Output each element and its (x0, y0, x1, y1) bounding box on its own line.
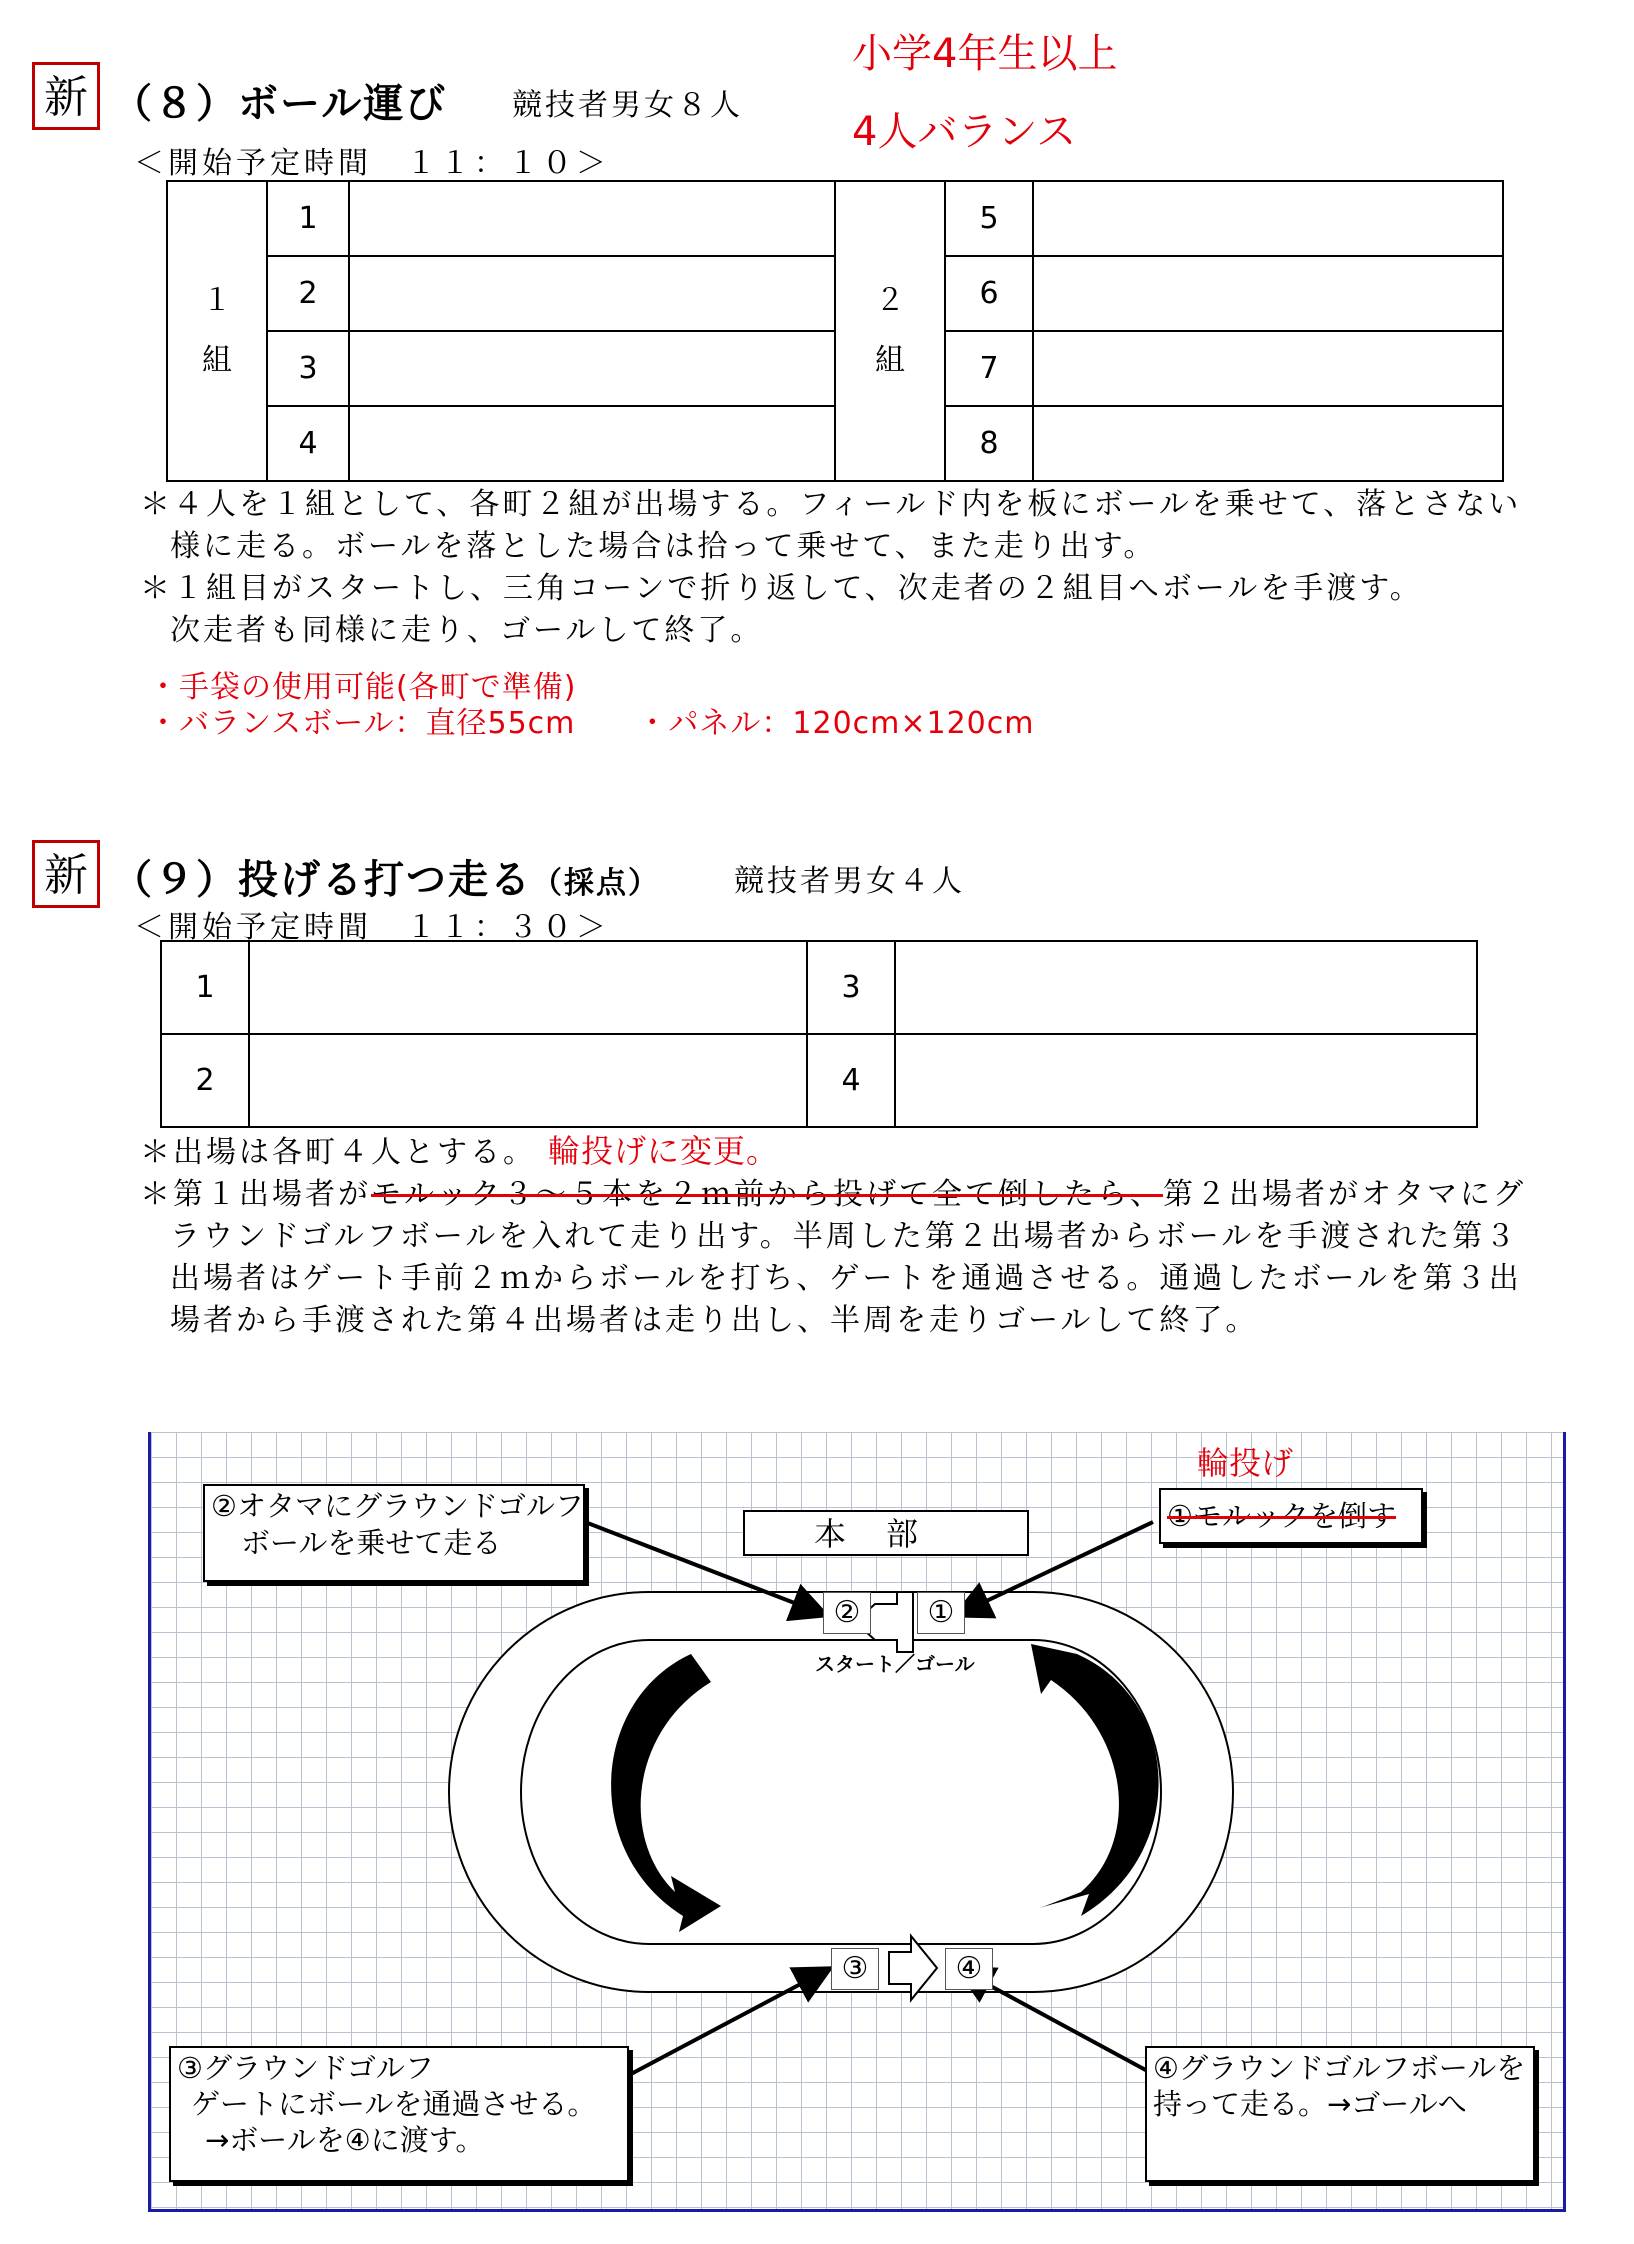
gloves-note: ・手袋の使用可能(各町で準備) (148, 670, 577, 705)
entry-number: 1 (267, 181, 349, 256)
group1-label: １ 組 (167, 181, 267, 481)
marker-2: ② (823, 1592, 871, 1634)
entry-name-cell[interactable] (1033, 181, 1503, 256)
section9-start-time: ＜開始予定時間 １１：３０＞ (134, 910, 610, 945)
section8-entry-table (166, 180, 1504, 482)
section8-rule-line: ＊１組目がスタートし、三角コーンで折り返して、次走者の２組目へボールを手渡す。 (140, 571, 1423, 606)
ring-toss-change-note: 輪投げに変更。 (548, 1132, 780, 1170)
marker-1: ① (917, 1592, 965, 1634)
entry-name-cell[interactable] (895, 941, 1477, 1034)
entry-number: 7 (945, 331, 1033, 406)
marker-4: ④ (945, 1948, 993, 1990)
entry-name-cell[interactable] (249, 1034, 807, 1127)
callout-runner-3: ③グラウンドゴルフ ゲートにボールを通過させる。 →ボールを④に渡す。 (169, 2046, 629, 2182)
entry-name-cell[interactable] (895, 1034, 1477, 1127)
new-badge: 新 (32, 840, 100, 908)
equipment-note: ・バランスボール：直径55cm ・パネル：120cm×120cm (148, 706, 1035, 741)
new-badge: 新 (32, 62, 100, 130)
struck-text: モルック３～５本を２ｍ前から投げて全て倒したら、 (371, 1177, 1163, 1212)
section8-rule-line: 様に走る。ボールを落とした場合は拾って乗せて、また走り出す。 (170, 529, 1157, 564)
callout-runner-1: ①モルックを倒す (1159, 1488, 1423, 1544)
entry-number: 1 (161, 941, 249, 1034)
section8-rule-line: 次走者も同様に走り、ゴールして終了。 (170, 613, 764, 648)
group2-label: ２ 組 (835, 181, 945, 481)
entry-number: 8 (945, 406, 1033, 481)
entry-name-cell[interactable] (349, 406, 835, 481)
section9-competitors: 競技者男女４人 (734, 864, 965, 899)
section8-rule-line: ＊４人を１組として、各町２組が出場する。フィールド内を板にボールを乗せて、落とさない (140, 487, 1522, 522)
section8-title: （８）ボール運び (112, 81, 448, 127)
callout-runner-2: ②オタマにグラウンドゴルフ ボールを乗せて走る (203, 1484, 585, 1582)
entry-name-cell[interactable] (349, 256, 835, 331)
marker-3: ③ (831, 1948, 879, 1990)
ring-toss-label: 輪投げ (1197, 1444, 1294, 1482)
entry-number: 3 (807, 941, 895, 1034)
callout-runner-4: ④グラウンドゴルフボールを 持って走る。→ゴールへ (1145, 2046, 1535, 2182)
section8-competitors: 競技者男女８人 (512, 88, 743, 123)
entry-name-cell[interactable] (1033, 406, 1503, 481)
entry-name-cell[interactable] (349, 331, 835, 406)
note-grade: 小学4年生以上 (852, 31, 1118, 77)
entry-name-cell[interactable] (1033, 256, 1503, 331)
note-balance: 4人バランス (852, 109, 1077, 155)
entry-number: 3 (267, 331, 349, 406)
start-goal-label: スタート／ゴール (815, 1652, 975, 1676)
section9-rule1: ＊出場は各町４人とする。 輪投げに変更。 (140, 1132, 780, 1170)
entry-number: 6 (945, 256, 1033, 331)
section9-rule-line: 出場者はゲート手前２ｍからボールを打ち、ゲートを通過させる。通過したボールを第３出 (170, 1261, 1522, 1296)
section9-rule-line: 場者から手渡された第４出場者は走り出し、半周を走りゴールして終了。 (170, 1303, 1259, 1338)
section9-title: （９）投げる打つ走る（採点） (112, 857, 660, 903)
entry-name-cell[interactable] (349, 181, 835, 256)
entry-number: 4 (267, 406, 349, 481)
section9-rule-line: ラウンドゴルフボールを入れて走り出す。半周した第２出場者からボールを手渡された第３ (170, 1219, 1519, 1254)
section8-start-time: ＜開始予定時間 １１：１０＞ (134, 146, 610, 181)
entry-number: 5 (945, 181, 1033, 256)
entry-name-cell[interactable] (249, 941, 807, 1034)
entry-number: 2 (161, 1034, 249, 1127)
course-diagram (148, 1432, 1566, 2212)
entry-number: 2 (267, 256, 349, 331)
entry-number: 4 (807, 1034, 895, 1127)
entry-name-cell[interactable] (1033, 331, 1503, 406)
section9-rule2: ＊第１出場者がモルック３～５本を２ｍ前から投げて全て倒したら、第２出場者がオタマにグ (140, 1177, 1526, 1212)
headquarters-box: 本部 (743, 1510, 1029, 1556)
section9-entry-table (160, 940, 1478, 1128)
